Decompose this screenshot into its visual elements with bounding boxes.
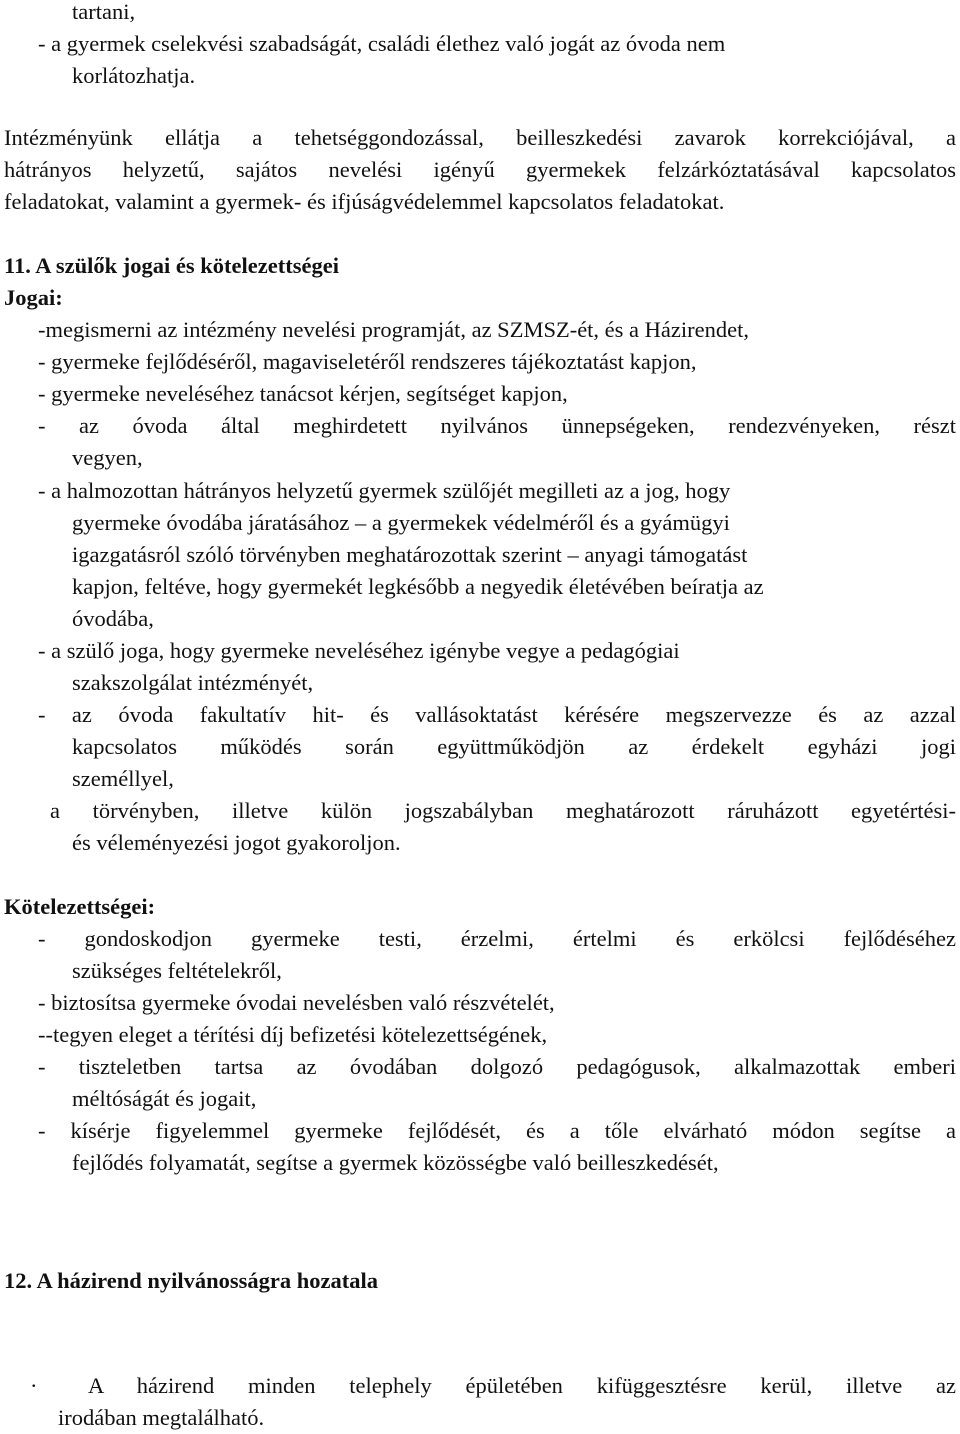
section-heading: 12. A házirend nyilvánosságra hozatala <box>4 1268 379 1293</box>
duties-item-continuation: méltóságát és jogait, <box>72 1086 257 1111</box>
duties-label: Kötelezettségei: <box>4 894 156 919</box>
rights-item: - az óvoda által meghirdetett nyilvános ünnepségeken, rendezvényeken, részt <box>38 413 956 438</box>
continuation-line: tartani, <box>72 0 136 24</box>
rights-item-continuation: vegyen, <box>72 445 143 470</box>
intro-paragraph-line: hátrányos helyzetű, sajátos nevelési igényű gyermekek felzárkóztatásával kapcsolatos <box>4 157 956 182</box>
duties-item: --tegyen eleget a térítési díj befizetési kötelezettségének, <box>38 1022 548 1047</box>
rights-item: - a halmozottan hátrányos helyzetű gyermek szülőjét megilleti az a jog, hogy <box>38 478 731 503</box>
rights-item: - gyermeke neveléséhez tanácsot kérjen, segítséget kapjon, <box>38 381 568 406</box>
intro-paragraph-line: Intézményünk ellátja a tehetséggondozással, beilleszkedési zavarok korrekciójával, a <box>4 125 956 150</box>
intro-paragraph-line: feladatokat, valamint a gyermek- és ifjúságvédelemmel kapcsolatos feladatokat. <box>4 189 725 214</box>
rights-item-continuation: és véleményezési jogot gyakoroljon. <box>72 830 401 855</box>
rights-label: Jogai: <box>4 285 63 310</box>
rights-item: - az óvoda fakultatív hit- és vallásoktatást kérésére megszervezze és az azzal <box>38 702 956 727</box>
rights-item-continuation: gyermeke óvodába járatásához – a gyermekek védelméről és a gyámügyi <box>72 510 730 535</box>
list-item-continuation: irodában megtalálható. <box>58 1405 265 1430</box>
list-item: A házirend minden telephely épületében kifüggesztésre kerül, illetve az <box>88 1373 956 1398</box>
rights-item: - a szülő joga, hogy gyermeke neveléséhez igénybe vegye a pedagógiai <box>38 638 680 663</box>
continuation-line: korlátozhatja. <box>72 63 196 88</box>
rights-item-continuation: óvodába, <box>72 606 154 631</box>
rights-item-continuation: szakszolgálat intézményét, <box>72 670 314 695</box>
rights-item: - gyermeke fejlődéséről, magaviseletéről rendszeres tájékoztatást kapjon, <box>38 349 697 374</box>
bullet-icon: · <box>30 1373 38 1398</box>
duties-item: - tiszteletben tartsa az óvodában dolgozó pedagógusok, alkalmazottak emberi <box>38 1054 956 1079</box>
duties-item: - gondoskodjon gyermeke testi, érzelmi, értelmi és erkölcsi fejlődéséhez <box>38 926 956 951</box>
section-heading: 11. A szülők jogai és kötelezettségei <box>4 253 339 278</box>
duties-item: - biztosítsa gyermeke óvodai nevelésben való részvételét, <box>38 990 555 1015</box>
rights-item-continuation: kapcsolatos működés során együttműködjön az érdekelt egyházi jogi <box>72 734 956 759</box>
continuation-line: - a gyermek cselekvési szabadságát, családi élethez való jogát az óvoda nem <box>38 31 726 56</box>
rights-item-continuation: személlyel, <box>72 766 174 791</box>
duties-item: - kísérje figyelemmel gyermeke fejlődését, és a tőle elvárható módon segítse a <box>38 1118 956 1143</box>
rights-item-continuation: igazgatásról szóló törvényben meghatározottak szerint – anyagi támogatást <box>72 542 748 567</box>
rights-item: a törvényben, illetve külön jogszabályban meghatározott ráruházott egyetértési- <box>50 798 956 823</box>
rights-item: -megismerni az intézmény nevelési programját, az SZMSZ-ét, és a Házirendet, <box>38 317 749 342</box>
rights-item-continuation: kapjon, feltéve, hogy gyermekét legkésőbb a negyedik életévében beíratja az <box>72 574 764 599</box>
duties-item-continuation: fejlődés folyamatát, segítse a gyermek közösségbe való beilleszkedését, <box>72 1150 719 1175</box>
duties-item-continuation: szükséges feltételekről, <box>72 958 282 983</box>
